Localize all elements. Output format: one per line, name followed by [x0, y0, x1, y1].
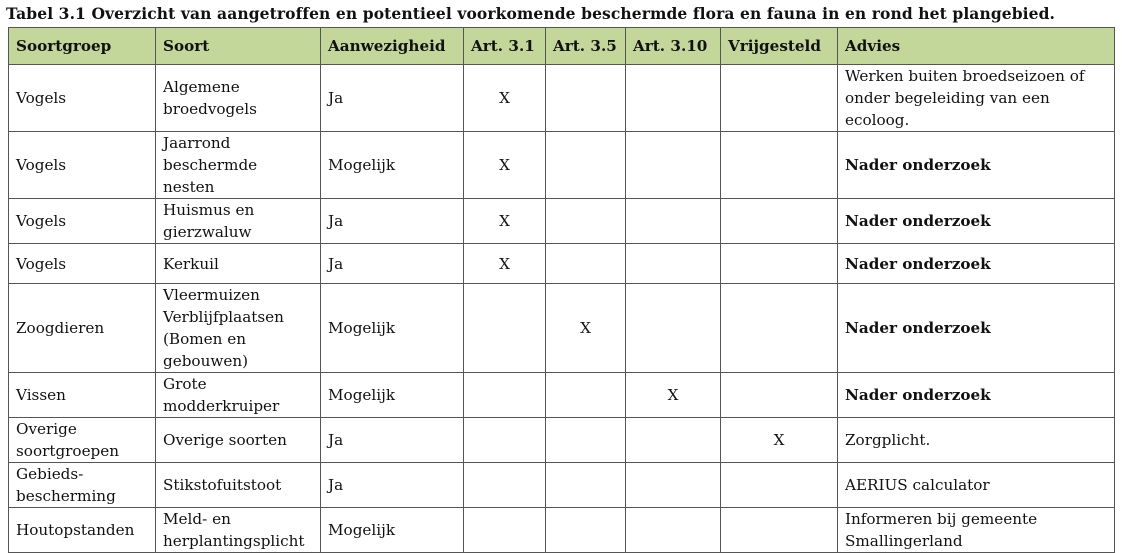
cell-art-3-1: X — [464, 199, 546, 244]
cell-art-3-1 — [464, 418, 546, 463]
table-caption: Tabel 3.1 Overzicht van aangetroffen en potentieel voorkomende beschermde flora en fauna in en rond het plangebied. — [6, 4, 1056, 23]
cell-soort: Vleermuizen Verblijfplaatsen (Bomen en gebouwen) — [156, 284, 321, 373]
cell-aanwezigheid: Ja — [321, 65, 464, 132]
cell-art-3-10 — [626, 199, 721, 244]
column-header-art-3-1: Art. 3.1 — [464, 28, 546, 65]
cell-soortgroep: Gebieds-bescherming — [9, 463, 156, 508]
cell-vrijgesteld — [721, 65, 838, 132]
cell-art-3-1 — [464, 463, 546, 508]
cell-art-3-1 — [464, 284, 546, 373]
cell-soortgroep: Vogels — [9, 65, 156, 132]
cell-aanwezigheid: Ja — [321, 244, 464, 284]
column-header-soortgroep: Soortgroep — [9, 28, 156, 65]
cell-soort: Overige soorten — [156, 418, 321, 463]
cell-soort: Huismus en gierzwaluw — [156, 199, 321, 244]
table-row — [9, 244, 1115, 284]
cell-soortgroep: Vogels — [9, 244, 156, 284]
cell-art-3-1: X — [464, 244, 546, 284]
cell-art-3-10 — [626, 463, 721, 508]
cell-soort: Meld- en herplantingsplicht — [156, 508, 321, 553]
cell-soortgroep: Houtopstanden — [9, 508, 156, 553]
cell-aanwezigheid: Mogelijk — [321, 132, 464, 199]
cell-art-3-5 — [546, 373, 626, 418]
cell-art-3-10: X — [626, 373, 721, 418]
cell-soort: Stikstofuitstoot — [156, 463, 321, 508]
column-header-art-3-10: Art. 3.10 — [626, 28, 721, 65]
column-header-vrijgesteld: Vrijgesteld — [721, 28, 838, 65]
column-header-soort: Soort — [156, 28, 321, 65]
cell-art-3-1: X — [464, 65, 546, 132]
cell-advies: Informeren bij gemeente Smallingerland — [838, 508, 1115, 553]
cell-art-3-10 — [626, 132, 721, 199]
cell-vrijgesteld — [721, 132, 838, 199]
column-header-advies: Advies — [838, 28, 1115, 65]
cell-art-3-5: X — [546, 284, 626, 373]
table-row — [9, 65, 1115, 132]
cell-soort: Kerkuil — [156, 244, 321, 284]
cell-advies: Nader onderzoek — [838, 373, 1115, 418]
cell-art-3-5 — [546, 132, 626, 199]
cell-soortgroep: Vissen — [9, 373, 156, 418]
cell-aanwezigheid: Ja — [321, 418, 464, 463]
cell-art-3-5 — [546, 199, 626, 244]
cell-vrijgesteld: X — [721, 418, 838, 463]
cell-vrijgesteld — [721, 199, 838, 244]
cell-soortgroep: Zoogdieren — [9, 284, 156, 373]
table-header-row — [9, 28, 1115, 65]
cell-advies: Werken buiten broedseizoen of onder begeleiding van een ecoloog. — [838, 65, 1115, 132]
cell-soort: Jaarrond beschermde nesten — [156, 132, 321, 199]
table-row — [9, 284, 1115, 373]
cell-soort: Algemene broedvogels — [156, 65, 321, 132]
cell-vrijgesteld — [721, 244, 838, 284]
table-row — [9, 463, 1115, 508]
cell-art-3-10 — [626, 418, 721, 463]
column-header-art-3-5: Art. 3.5 — [546, 28, 626, 65]
cell-aanwezigheid: Ja — [321, 199, 464, 244]
cell-soortgroep: Vogels — [9, 199, 156, 244]
cell-vrijgesteld — [721, 284, 838, 373]
cell-aanwezigheid: Mogelijk — [321, 284, 464, 373]
cell-soortgroep: Overige soortgroepen — [9, 418, 156, 463]
cell-vrijgesteld — [721, 463, 838, 508]
species-table — [8, 27, 1115, 553]
table-row — [9, 418, 1115, 463]
cell-art-3-5 — [546, 463, 626, 508]
table-row — [9, 132, 1115, 199]
table-row — [9, 373, 1115, 418]
cell-soort: Grote modderkruiper — [156, 373, 321, 418]
cell-vrijgesteld — [721, 373, 838, 418]
cell-advies: Nader onderzoek — [838, 132, 1115, 199]
cell-soortgroep: Vogels — [9, 132, 156, 199]
cell-art-3-10 — [626, 244, 721, 284]
cell-advies: AERIUS calculator — [838, 463, 1115, 508]
cell-aanwezigheid: Mogelijk — [321, 373, 464, 418]
cell-advies: Nader onderzoek — [838, 244, 1115, 284]
cell-art-3-1 — [464, 373, 546, 418]
column-header-aanwezigheid: Aanwezigheid — [321, 28, 464, 65]
cell-art-3-5 — [546, 65, 626, 132]
cell-advies: Nader onderzoek — [838, 284, 1115, 373]
cell-art-3-1: X — [464, 132, 546, 199]
cell-aanwezigheid: Ja — [321, 463, 464, 508]
cell-art-3-5 — [546, 244, 626, 284]
cell-aanwezigheid: Mogelijk — [321, 508, 464, 553]
cell-art-3-10 — [626, 284, 721, 373]
cell-art-3-10 — [626, 65, 721, 132]
cell-advies: Nader onderzoek — [838, 199, 1115, 244]
cell-art-3-5 — [546, 418, 626, 463]
table-row — [9, 199, 1115, 244]
cell-advies: Zorgplicht. — [838, 418, 1115, 463]
